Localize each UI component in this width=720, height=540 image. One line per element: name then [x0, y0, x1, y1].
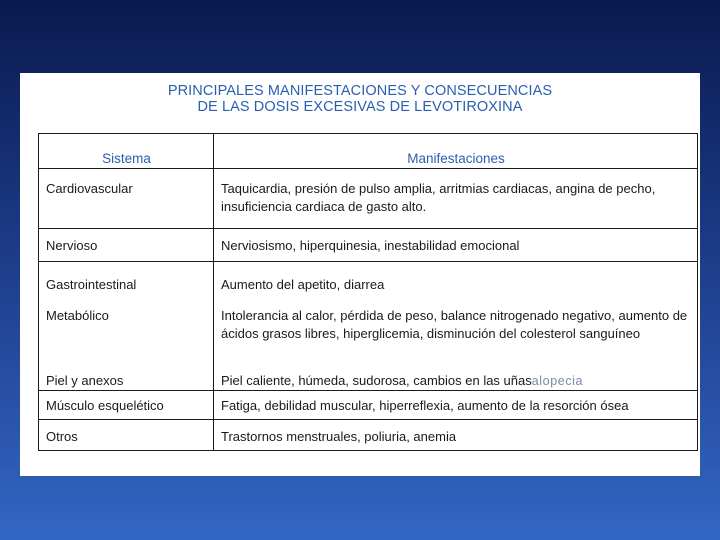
- table-row: [39, 370, 698, 391]
- table-row: [39, 262, 698, 371]
- row-system: Nervioso: [39, 229, 214, 262]
- row-manifestations-group: [214, 370, 698, 391]
- alopecia-note: alopecia: [531, 374, 584, 388]
- table-row: [39, 391, 698, 420]
- row-manifestations: Fatiga, debilidad muscular, hiperreflexia, aumento de la resorción ósea: [214, 391, 698, 420]
- manifestations-table: [38, 133, 698, 451]
- header-system: Sistema: [39, 134, 214, 169]
- page-title: [20, 83, 700, 115]
- table-row: [39, 420, 698, 451]
- row-system: Metabólico: [46, 308, 109, 323]
- row-system: Gastrointestinal: [46, 277, 137, 292]
- row-system: Piel y anexos: [39, 370, 214, 391]
- row-manifestations-group: [214, 262, 698, 371]
- title-line-2: DE LAS DOSIS EXCESIVAS DE LEVOTIROXINA: [197, 99, 523, 115]
- title-line-1: PRINCIPALES MANIFESTACIONES Y CONSECUENCIAS: [167, 83, 553, 99]
- row-manifestations: Aumento del apetito, diarrea: [221, 277, 385, 292]
- row-system: Cardiovascular: [39, 169, 214, 229]
- slide-content: [20, 73, 700, 476]
- table-row: [39, 229, 698, 262]
- row-system-group: [39, 262, 214, 371]
- row-system: Otros: [39, 420, 214, 451]
- header-manifestations: Manifestaciones: [214, 134, 698, 169]
- row-manifestations: Piel caliente, húmeda, sudorosa, cambios en las uñas: [221, 373, 532, 388]
- row-manifestations: Nerviosismo, hiperquinesia, inestabilidad emocional: [214, 229, 698, 262]
- table-header-row: [39, 134, 698, 169]
- row-manifestations: Trastornos menstruales, poliuria, anemia: [214, 420, 698, 451]
- table-row: [39, 169, 698, 229]
- row-system: Músculo esquelético: [39, 391, 214, 420]
- row-manifestations: Intolerancia al calor, pérdida de peso, balance nitrogenado negativo, aumento de ácidos grasos libres, hiperglicemia, disminución del colesterol sanguíneo: [221, 308, 688, 341]
- row-manifestations: Taquicardia, presión de pulso amplia, arritmias cardiacas, angina de pecho, insuficiencia cardiaca de gasto alto.: [214, 169, 698, 229]
